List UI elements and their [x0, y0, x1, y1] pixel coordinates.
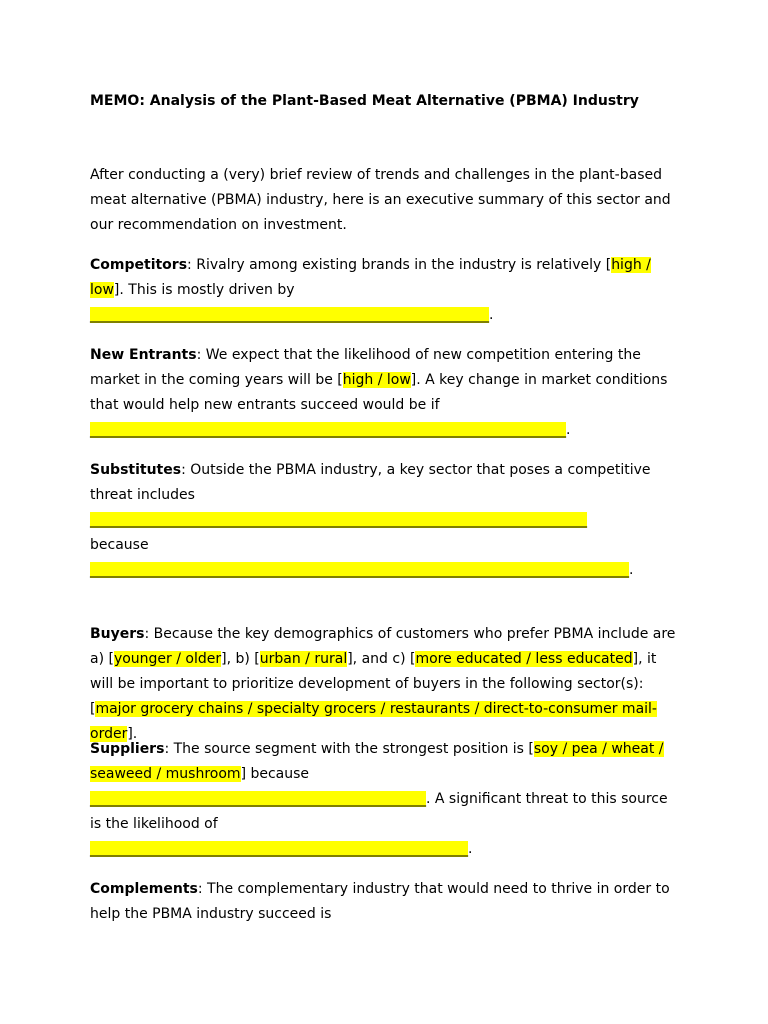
suppliers-paragraph [90, 737, 682, 862]
substitutes-text-1: : Outside the PBMA industry, a key sector that poses a competitive threat includes [90, 462, 651, 503]
competitors-text-1: : Rivalry among existing brands in the industry is relatively [ [187, 257, 612, 273]
new-entrants-text-1: : We expect that the likelihood of new competition entering the market in the coming years will be [ [90, 347, 641, 388]
buyers-text-3: ], and c) [ [347, 651, 416, 667]
competitors-heading: Competitors [90, 257, 188, 273]
substitutes-heading: Substitutes [90, 462, 182, 478]
complements-paragraph [90, 877, 682, 927]
complements-text-1: : The complementary industry that would need to thrive in order to help the PBMA industry succeed is [90, 881, 670, 922]
suppliers-blank-reason[interactable]: ________________________________________________ [90, 791, 426, 807]
buyers-heading: Buyers [90, 626, 145, 642]
suppliers-heading: Suppliers [90, 741, 165, 757]
competitors-paragraph [90, 253, 682, 328]
substitutes-text-2: because [90, 537, 149, 553]
new-entrants-heading: New Entrants [90, 347, 197, 363]
new-entrants-paragraph [90, 343, 682, 443]
suppliers-text-2: ] because [240, 766, 310, 782]
buyers-text-4: ], it will be important to prioritize development of buyers in the following sector(s): [ [90, 651, 657, 717]
suppliers-text-1: : The source segment with the strongest position is [ [164, 741, 534, 757]
memo-title: MEMO: Analysis of the Plant-Based Meat Alternative (PBMA) Industry [90, 93, 639, 109]
buyers-paragraph [90, 622, 682, 747]
buyers-option-education[interactable]: more educated / less educated [415, 651, 633, 667]
competitors-text-2: ]. This is mostly driven by [113, 282, 295, 298]
substitutes-end: . [629, 562, 634, 578]
buyers-option-sector[interactable]: major grocery chains / specialty grocers / restaurants / direct-to-consumer mail-order [90, 701, 657, 742]
substitutes-paragraph [90, 458, 682, 583]
suppliers-option-source[interactable]: soy / pea / wheat / seaweed / mushroom [90, 741, 664, 782]
buyers-text-1: : Because the key demographics of customers who prefer PBMA include are a) [ [90, 626, 676, 667]
substitutes-blank-sector[interactable]: _______________________________________________________________________ [90, 512, 587, 528]
new-entrants-blank[interactable]: ____________________________________________________________________ [90, 422, 566, 438]
new-entrants-text-2: ]. A key change in market conditions that would help new entrants succeed would be if [90, 372, 668, 413]
competitors-end: . [489, 307, 494, 323]
buyers-option-location[interactable]: urban / rural [259, 651, 348, 667]
substitutes-blank-reason[interactable]: _____________________________________________________________________________ [90, 562, 629, 578]
competitors-blank[interactable]: _________________________________________________________ [90, 307, 489, 323]
suppliers-text-3: . A significant threat to this source is the likelihood of [90, 791, 668, 832]
suppliers-blank-threat[interactable]: ______________________________________________________ [90, 841, 468, 857]
new-entrants-end: . [566, 422, 571, 438]
buyers-text-5: ]. [127, 726, 138, 742]
complements-heading: Complements [90, 881, 198, 897]
competitors-option-rivalry[interactable]: high / low [90, 257, 651, 298]
intro-paragraph: After conducting a (very) brief review of trends and challenges in the plant-based meat alternative (PBMA) industry, here is an executive summary of this sector and our recommendation on investment. [90, 167, 671, 233]
suppliers-end: . [468, 841, 473, 857]
buyers-text-2: ], b) [ [221, 651, 260, 667]
buyers-option-age[interactable]: younger / older [113, 651, 222, 667]
new-entrants-option-likelihood[interactable]: high / low [342, 372, 411, 388]
